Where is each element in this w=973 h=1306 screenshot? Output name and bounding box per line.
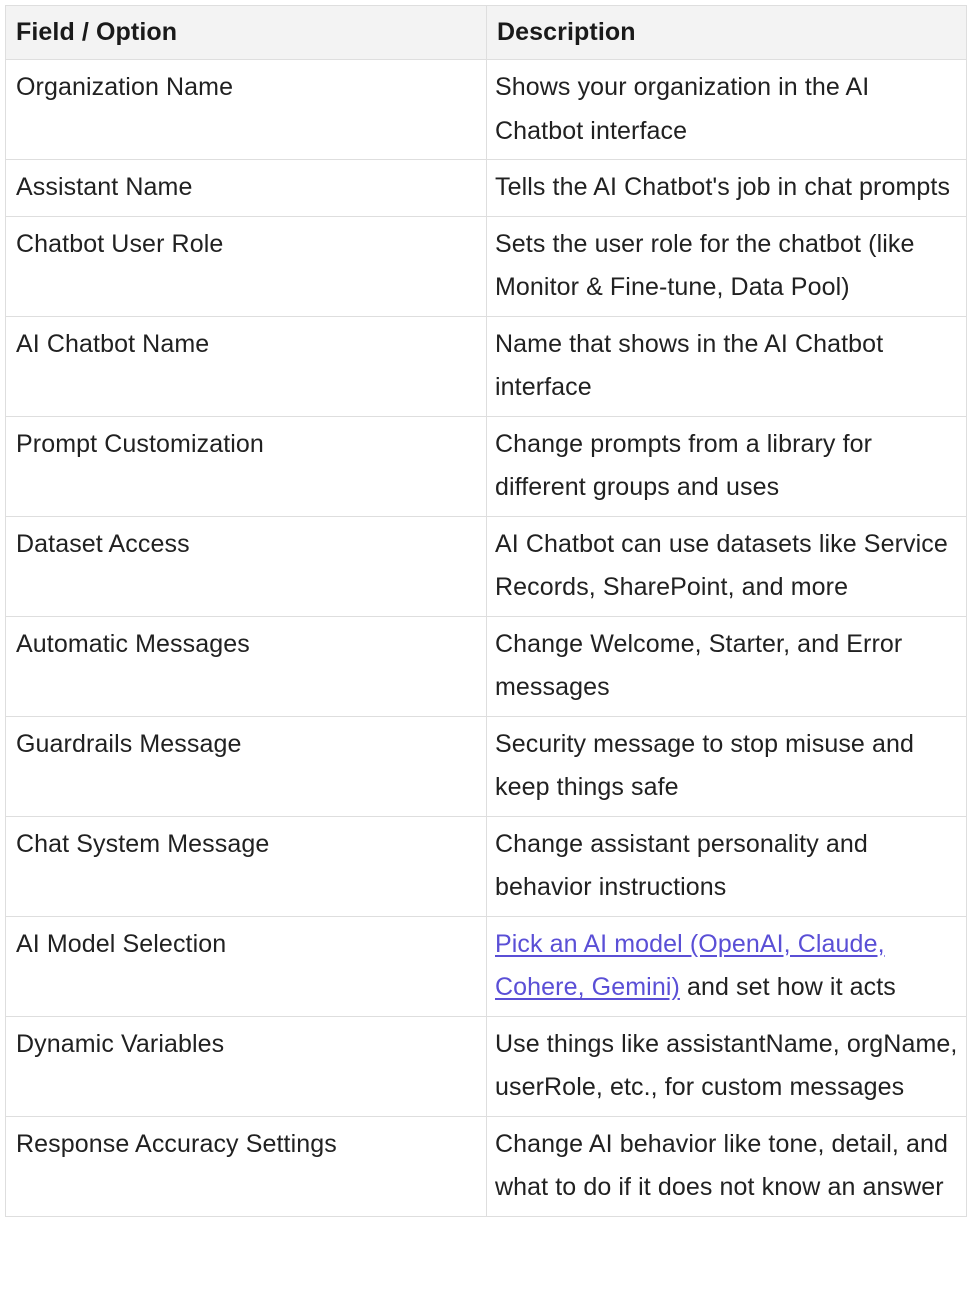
table-row (6, 1116, 967, 1216)
row-field: Guardrails Message (6, 716, 487, 816)
table-row (6, 716, 967, 816)
row-description: Security message to stop misuse and keep things safe (487, 716, 967, 816)
row-field: Chat System Message (6, 816, 487, 916)
options-table (5, 5, 967, 1217)
table-row (6, 316, 967, 416)
table-row (6, 416, 967, 516)
row-field: Prompt Customization (6, 416, 487, 516)
table-row (6, 916, 967, 1016)
row-field: Dynamic Variables (6, 1016, 487, 1116)
table-row (6, 616, 967, 716)
row-description: Shows your organization in the AI Chatbot interface (487, 60, 967, 160)
row-field: AI Model Selection (6, 916, 487, 1016)
row-description: AI Chatbot can use datasets like Service Records, SharePoint, and more (487, 516, 967, 616)
row-description: Name that shows in the AI Chatbot interface (487, 316, 967, 416)
row-field: AI Chatbot Name (6, 316, 487, 416)
header-description: Description (487, 6, 967, 60)
row-description: Use things like assistantName, orgName, userRole, etc., for custom messages (487, 1016, 967, 1116)
header-field: Field / Option (6, 6, 487, 60)
row-field: Organization Name (6, 60, 487, 160)
row-description: Change prompts from a library for different groups and uses (487, 416, 967, 516)
row-description: Change assistant personality and behavior instructions (487, 816, 967, 916)
row-description-rest: and set how it acts (679, 973, 896, 1001)
row-field: Assistant Name (6, 160, 487, 217)
options-table-container (5, 5, 966, 1217)
table-row (6, 160, 967, 217)
row-description (487, 916, 967, 1016)
table-row (6, 816, 967, 916)
row-description: Tells the AI Chatbot's job in chat prompts (487, 160, 967, 217)
row-description: Change AI behavior like tone, detail, and what to do if it does not know an answer (487, 1116, 967, 1216)
row-field: Response Accuracy Settings (6, 1116, 487, 1216)
table-row (6, 216, 967, 316)
table-header-row (6, 6, 967, 60)
row-description: Sets the user role for the chatbot (like Monitor & Fine-tune, Data Pool) (487, 216, 967, 316)
table-row (6, 60, 967, 160)
table-row (6, 516, 967, 616)
row-field: Dataset Access (6, 516, 487, 616)
table-row (6, 1016, 967, 1116)
ai-model-link[interactable]: Pick an AI model (OpenAI, Claude, Cohere, Gemini) (495, 929, 885, 1001)
row-field: Chatbot User Role (6, 216, 487, 316)
row-description: Change Welcome, Starter, and Error messages (487, 616, 967, 716)
row-field: Automatic Messages (6, 616, 487, 716)
